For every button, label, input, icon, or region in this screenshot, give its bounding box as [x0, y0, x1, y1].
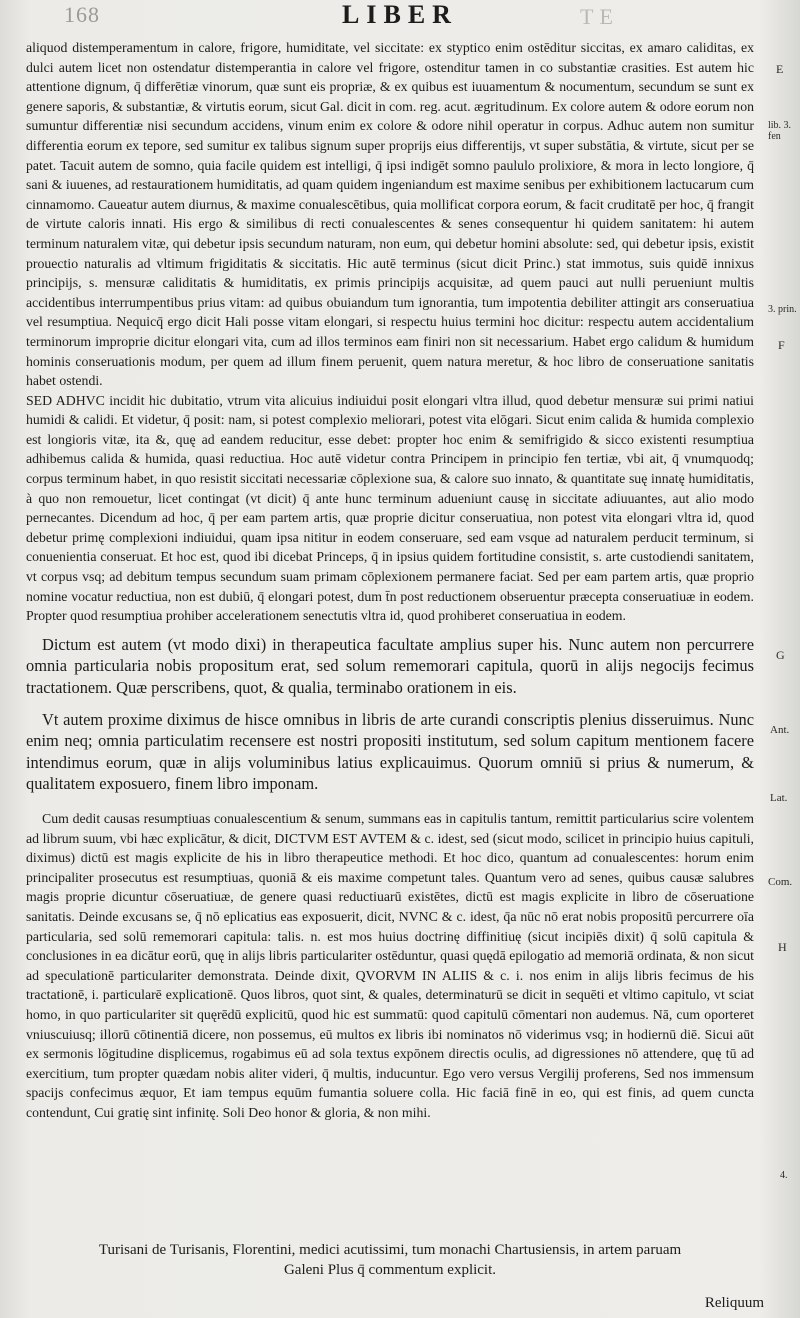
page-header: [0, 0, 800, 28]
colophon: [26, 1240, 754, 1280]
show-through-text: TE: [580, 4, 619, 29]
margin-note: Lat.: [770, 792, 788, 804]
margin-note: F: [778, 338, 785, 352]
running-head: LIBER: [342, 0, 458, 29]
margin-note: 4.: [780, 1170, 788, 1181]
commentary-paragraph: Cum dedit causas resumptiuas conualescentium & senum, summans eas in capitulis tantum, remittit particularius scire volentem ad librum suum, vbi hæc explicātur, & dicit, DICTVM EST AVTEM & c. idest, sed (sicut modo, scilicet in principio huius capituli, diximus) dictū est magis explicite de his in libro therapeutice methodi. Et hoc dico, quantum ad conualescentes: horum enim principaliter prosecutus est resumptiuas, quoniā & eis maxime competunt tales. Quantum vero ad senes, quibus causæ salubres magis propriе dicuntur cōseruatiuæ, de genere quasi reductiuarū existētes, dictū est magis explicite in libro de cōseruatione sanitatis. Deinde excusans se, q̄ nō eplicatius eas exposuerit, dicit, NVNC & c. idest, q̄a nūc nō erat nobis propositū percurrere oīa particularia, sed solū rememorari capitula: talis. n. est mos huius doctrinę diffinitiuę (sicut incipiēs dixit) q̄ solū capitula & conclusiones in ea dicātur eorū, quę in alijs libris particulariter ostēduntur, quasi quędā epilogatio ad memoriā ordinata, & non sicut ad speculationē particulariter demonstrata. Deinde dixit, QVORVM IN ALIIS & c. i. nos enim in alijs libris fecimus de his tractationē, i. particularē explicationē. Quos libros, quot sint, & quales, determinaturū se dicit in sequēti et vltimo capitulo, vt sciat homo, in quo particulariter sit quęrēdū explicitū, quod hic est summatū: quod capitulū cōmentari non audemus. Nā, cum oporteret vniuscuiusq; illorū cōtinentiā dicere, non possemus, eū multos ex libris ibi nominatos nō viderimus vsq; in hodiernū diē. Sicui aūt ex sermonis lōgitudine displicemus, rogabimus eū ad sola textus expōnem directis oculis, ad digressiones nō attendere, quę tū ad exercitium, tum propter quædam nobis aliter videri, q̄ multis, inducuntur. Ego vero versus Vergilij proferens, Sed nos immensum spacijs confecimus æquor, Et iam tempus equūm fumantia soluere colla. Hic faciā finē in eo, qui est finis, ad quem cuncta contendunt, Cui gratię sint infinitę. Soli Deo honor & gloria, & non mihi.: [26, 810, 754, 1120]
margin-note: G: [776, 648, 785, 662]
colophon-line-1: Turisani de Turisanis, Florentini, medici acutissimi, tum monachi Chartusiensis, in artem paruam: [98, 1242, 682, 1258]
text-block: [26, 38, 754, 1122]
margin-note: lib. 3. fen: [768, 120, 792, 142]
margin-note: Com.: [768, 876, 793, 888]
paragraph-1: aliquod distemperamentum in calore, frigore, humiditate, vel siccitate: ex styptico enim ostēditur siccitas, ex amaro caliditas, ex dulci autem licet non ostendatur distemperantia in calore vel frigore, ostenditur tamen in co substantiæ crasities. Est autem hic attentione dignum, q̄ differētiæ vinorum, quæ sunt eis propriæ, & ex quibus est iuuamentum & nocumentum, secundum se sunt ex genere saporis, & substantiæ, & virtutis eorum, sicut Gal. dicit in com. reg. acut. ægritudinum. Ex colore autem & odore eorum non sumuntur differentiæ nisi secundum accidens, vinum enim ex colore & odore nihil operatur in corpus. Adhuc autem non sumitur differentia eorum ex tepore, sed sumitur ex talibus signum super proprijs eius differentijs, vt super substātia, & virtute, sicut per se patet. Tacuit autem de somno, quia facile quidem est intelligi, q̄ ipsi indigēt somno paululo prolixiore, & mora in lecto longiore, q̄ sani & iuuenes, ad restaurationem humiditatis, ad quam quidem ingeniandum est maxime senibus per exhibitionem lactucarum cum cinnamomo. Caueatur autem diurnus, & maxime conualescētibus, quia mollificat corpora eorum, & facit cruditatē per hoc, q̄ frangit de virtute caloris innati. His ergo & similibus di recti conualescentes & senes consequentur hi quidem sanitatem: hi autem terminum naturalem vitæ, qui debetur ipsis secundum naturam, non eum, qui debetur homini absolute: sed, qui debetur ipsis, existit prouectio naturalis ad vltimum frigiditatis & siccitatis. Hic autē terminus (sicut dicit Princ.) stat immotus, suis quidē innixus principijs, s. mensuræ caliditatis & humiditatis, ex primis principijs acquisitæ, ad quem pauci aut nulli perueniunt multis accidentibus interrumpentibus prius vitam: ad quibus obuiandum tum ignorantia, tum impotentia debiliter attingit ars conseruatiua vel resumptiua. Nequicq̄ ergo dicit Hali posse vitam elongari, si respectu huius termini hoc dicitur: respectu autem accidentalium terminorum impropriе dicitur elongari vita, cum ad illos terminos eam finiri non sit necessarium. Habet ergo calidum & humidum hominis conseruationis modum, per quem ad illum finem peruenit, quem natura meretur, & hoc libro de conseruatione sanitatis habet ostendi.: [26, 40, 754, 389]
paragraph-2: SED ADHVC incidit hic dubitatio, vtrum vita alicuius indiuidui posit elongari vltra illud, quod debetur mensuræ sui primi natiui humidi & calidi. Et videtur, q̄ posit: nam, si potest complexio meliorari, potest vita elōgari. Sicut enim calida & humida complexio est longioris vitæ, ita &, quę ad eandem reducitur, esse debet: propter hoc enim & semifrigido & sicco existenti resumptiua adhibemus calida & humida, quasi reductiua. Hoc autē videtur contra Principem in principio fen tertiæ, vbi ait, q̄ vnumquodq; corpus terminum habet, in quo resistit siccitati necessariæ cōplexione sua, & calore suo innato, & quantitate suę innatę humiditatis, à quo non remouetur, licet contingat (vt dicit) q̄ ante hunc terminum adueniunt causę in siccitate adiuuantes, aut alio modo pernecantes. Dicendum ad hoc, q̄ per eam partem artis, quæ propriе dicitur conseruatiua, non potest vita elongari vltra id, quod debetur primę complexioni indiuidui, quam ipsa nititur in eodem conseruare, sed eam vsque ad naturalem perducit terminum, si conuenientia conseruat. Et hoc est, quod ibi dicebat Princeps, q̄ in ipsius quidem fortitudine consistit, s. arte custodiendi sanitatem, vt corpus vsq; ad debitum tempus secundum suam primam cōplexionem permanere faciat. Sed per eam partem artis, quæ proprio nomine vocatur reductiua, non est dubiū, q̄ elongari potest, dum t̄n post reductionem obseruentur præcepta conseruatiuæ in eodem. Propter quod resumptiua prohiber accelerationem senectutis vltra id, quod prohiberet conseruatiua in eodem.: [26, 392, 754, 624]
margin-note: E: [776, 62, 784, 76]
paragraph-4: Vt autem proxime diximus de hisce omnibus in libris de arte curandi conscriptis plenius disseruimus. Nunc enim neq; omnia particulatim recensere est nostri propositi institutum, sed solum capitum mentionem facere intendimus eorum, quæ in alijs voluminibus latius explicauimus. Quorum omniū si prius & numerum, & qualitatem exposuero, finem libro imponam.: [26, 709, 754, 794]
margin-note: Ant.: [770, 724, 790, 736]
margin-note: H: [778, 940, 787, 954]
colophon-line-2: Galeni Plus q̄ commentum explicit.: [283, 1262, 497, 1278]
catchword: Reliquum: [704, 1295, 764, 1311]
margin-note: 3. prin.: [768, 304, 797, 315]
paragraph-3: Dictum est autem (vt modo dixi) in therapeutica facultate amplius super his. Nunc autem non percurrere omnia particularia nobis propositum erat, sed solum rememorari capitula, quorū in alijs negocijs fecimus tractationem. Quæ perscribens, quot, & qualia, terminabo orationem in eis.: [26, 634, 754, 697]
page-number: 168: [64, 2, 100, 27]
